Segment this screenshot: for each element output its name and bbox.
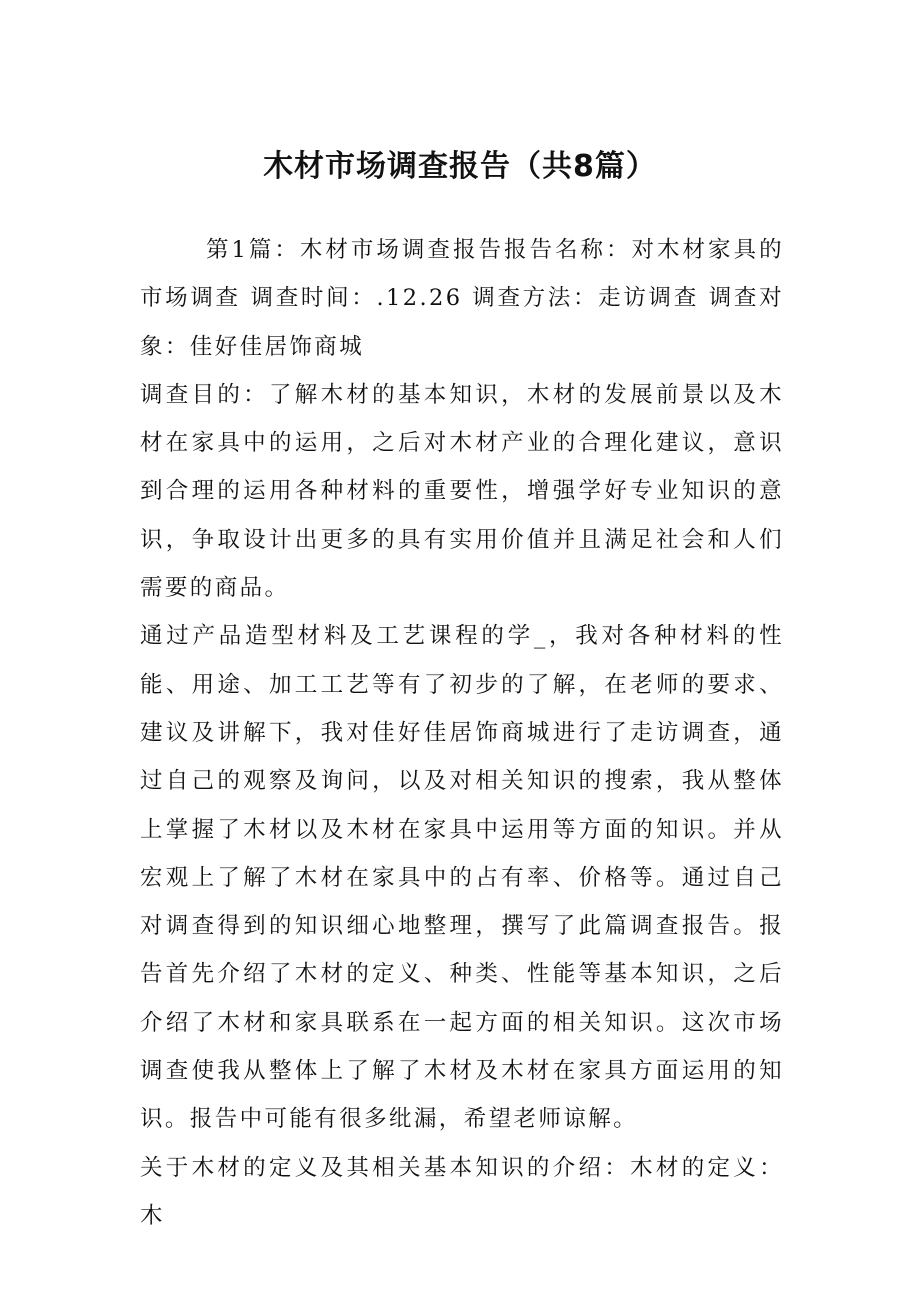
document-title: 木材市场调查报告（共8篇） xyxy=(263,149,657,184)
paragraph-purpose: 调查目的：了解木材的基本知识，木材的发展前景以及木材在家具中的运用，之后对木材产业的合理化建议，意识到合理的运用各种材料的重要性，增强学好专业知识的意识，争取设计出更多的具有实用价值并且满足社会和人们需要的商品。 xyxy=(140,381,784,602)
paragraph-definition: 关于木材的定义及其相关基本知识的介绍：木材的定义：木 xyxy=(140,1154,784,1229)
paragraph-process: 通过产品造型材料及工艺课程的学_，我对各种材料的性能、用途、加工工艺等有了初步的了解，在老师的要求、建议及讲解下，我对佳好佳居饰商城进行了走访调查，通过自己的观察及询问，以及对相关知识的搜索，我从整体上掌握了木材以及木材在家具中运用等方面的知识。并从宏观上了解了木材在家具中的占有率、价格等。通过自己对调查得到的知识细心地整理，撰写了此篇调查报告。报告首先介绍了木材的定义、种类、性能等基本知识，之后介绍了木材和家具联系在一起方面的相关知识。这次市场调查使我从整体上了解了木材及木材在家具方面运用的知识。报告中可能有很多纰漏，希望老师谅解。 xyxy=(140,623,784,1133)
document-body xyxy=(140,226,784,1240)
paragraph-intro: 第1篇：木材市场调查报告报告名称：对木材家具的市场调查 调查时间：.12.26 调查方法：走访调查 调查对象：佳好佳居饰商城 xyxy=(140,237,784,360)
